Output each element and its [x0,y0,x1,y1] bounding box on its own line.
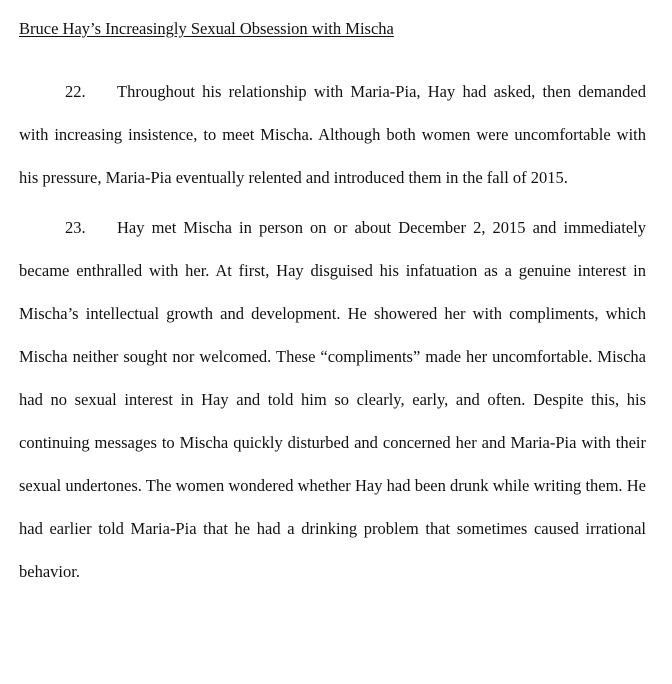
section-heading: Bruce Hay’s Increasingly Sexual Obsession with Mischa [19,19,394,38]
paragraph-23 [19,206,646,593]
paragraph-text: Hay met Mischa in person on or about December 2, 2015 and immediately became enthralled with her. At first, Hay disguised his infatuation as a genuine interest in Mischa’s intellectual growth and development. He showered her with compliments, which Mischa neither sought nor welcomed. These “compliments” made her uncomfortable. Mischa had no sexual interest in Hay and told him so clearly, early, and often. Despite this, his continuing messages to Mischa quickly disturbed and concerned her and Maria-Pia with their sexual undertones. The women wondered whether Hay had been drunk while writing them. He had earlier told Maria-Pia that he had a drinking problem that sometimes caused irrational behavior. [19,218,646,581]
paragraph-22 [19,70,646,199]
paragraph-number: 22. [65,82,86,101]
paragraph-text: Throughout his relationship with Maria-Pia, Hay had asked, then demanded with increasing insistence, to meet Mischa. Although both women were uncomfortable with his pressure, Maria-Pia eventually relented and introduced them in the fall of 2015. [19,82,646,187]
paragraph-number: 23. [65,218,86,237]
